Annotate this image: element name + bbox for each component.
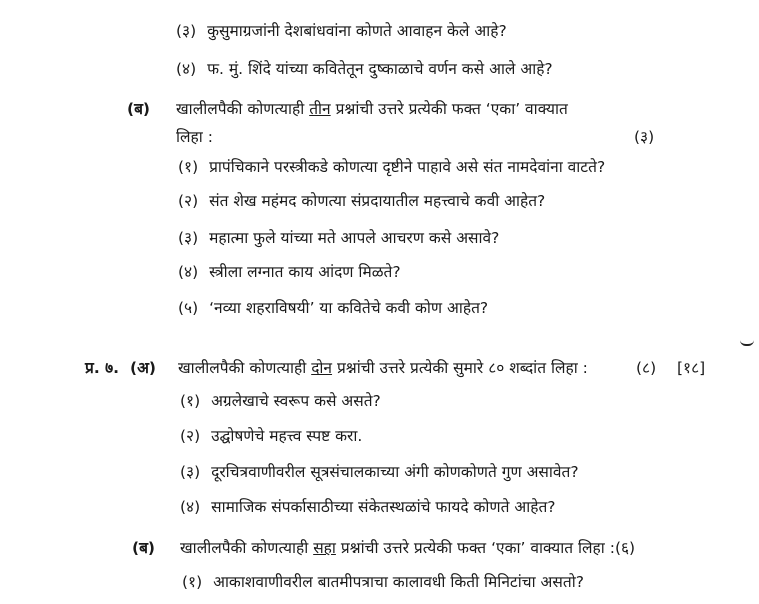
section-instruction (176, 99, 568, 119)
instruction-text: खालीलपैकी कोणत्याही (176, 100, 310, 118)
question-label: प्र. ७. (85, 359, 120, 377)
stray-mark (740, 340, 754, 346)
question-item (176, 59, 553, 79)
question-number: (१) (182, 573, 203, 591)
question-number: (३) (176, 22, 197, 40)
instruction-continuation: लिहा : (176, 128, 213, 146)
question-text: प्रापंचिकाने परस्त्रीकडे कोणत्या दृष्टीने पाहावे असे संत नामदेवांना वाटते? (209, 158, 606, 176)
instruction-key: दोन (311, 359, 333, 377)
instruction-key: तीन (309, 100, 331, 118)
question-number: (४) (178, 263, 199, 281)
instruction-text: खालीलपैकी कोणत्याही (180, 539, 314, 557)
question-text: अग्रलेखाचे स्वरूप कसे असते? (211, 392, 381, 410)
question-number: (१) (178, 158, 199, 176)
question-text: फ. मुं. शिंदे यांच्या कवितेतून दुष्काळाचे वर्णन कसे आले आहे? (207, 60, 553, 78)
question-item (178, 298, 488, 318)
section-marks: (६) (614, 539, 636, 557)
section-label: (ब) (132, 539, 156, 557)
instruction-text: प्रश्नांची उत्तरे प्रत्येकी फक्त ‘एका’ वाक्यात लिहा : (335, 539, 615, 557)
question-text: महात्मा फुले यांच्या मते आपले आचरण कसे असावे? (209, 229, 500, 247)
question-number: (२) (178, 192, 199, 210)
section-label: (अ) (130, 359, 157, 377)
instruction-key: सहा (313, 539, 336, 557)
question-number: (४) (180, 498, 201, 516)
question-number: (१) (180, 392, 201, 410)
section-instruction (178, 358, 588, 378)
question-text: उद्घोषणेचे महत्त्व स्पष्ट करा. (211, 427, 363, 445)
question-item (178, 228, 499, 248)
question-item (178, 191, 545, 211)
section-label: (ब) (127, 100, 151, 118)
question-text: स्त्रीला लग्नात काय आंदण मिळते? (209, 263, 401, 281)
instruction-text: प्रश्नांची उत्तरे प्रत्येकी सुमारे ८० शब्दांत लिहा : (332, 359, 588, 377)
question-number: (३) (180, 463, 201, 481)
instruction-text: खालीलपैकी कोणत्याही (178, 359, 312, 377)
question-item (180, 497, 556, 517)
question-number: (३) (178, 229, 199, 247)
question-item (180, 462, 579, 482)
question-text: सामाजिक संपर्कासाठीच्या संकेतस्थळांचे फायदे कोणते आहेत? (211, 498, 556, 516)
question-item (180, 391, 381, 411)
total-marks: [१८] (677, 359, 706, 377)
question-item (176, 21, 507, 41)
question-item (178, 157, 605, 177)
question-item (180, 426, 362, 446)
question-item (182, 572, 584, 592)
question-text: आकाशवाणीवरील बातमीपत्राचा कालावधी किती मिनिटांचा असतो? (213, 573, 584, 591)
question-number: (५) (178, 299, 199, 317)
section-instruction (180, 538, 635, 558)
question-text: संत शेख महंमद कोणत्या संप्रदायातील महत्त्वाचे कवी आहेत? (209, 192, 546, 210)
instruction-text: प्रश्नांची उत्तरे प्रत्येकी फक्त ‘एका’ वाक्यात (330, 100, 568, 118)
section-marks: (८) (636, 359, 657, 377)
question-text: कुसुमाग्रजांनी देशबांधवांना कोणते आवाहन केले आहे? (207, 22, 507, 40)
question-text: ‘नव्या शहराविषयी’ या कवितेचे कवी कोण आहेत? (209, 299, 489, 317)
question-number: (२) (180, 427, 201, 445)
question-text: दूरचित्रवाणीवरील सूत्रसंचालकाच्या अंगी कोणकोणते गुण असावेत? (211, 463, 579, 481)
question-item (178, 262, 401, 282)
question-number: (४) (176, 60, 197, 78)
section-marks: (३) (634, 128, 655, 146)
